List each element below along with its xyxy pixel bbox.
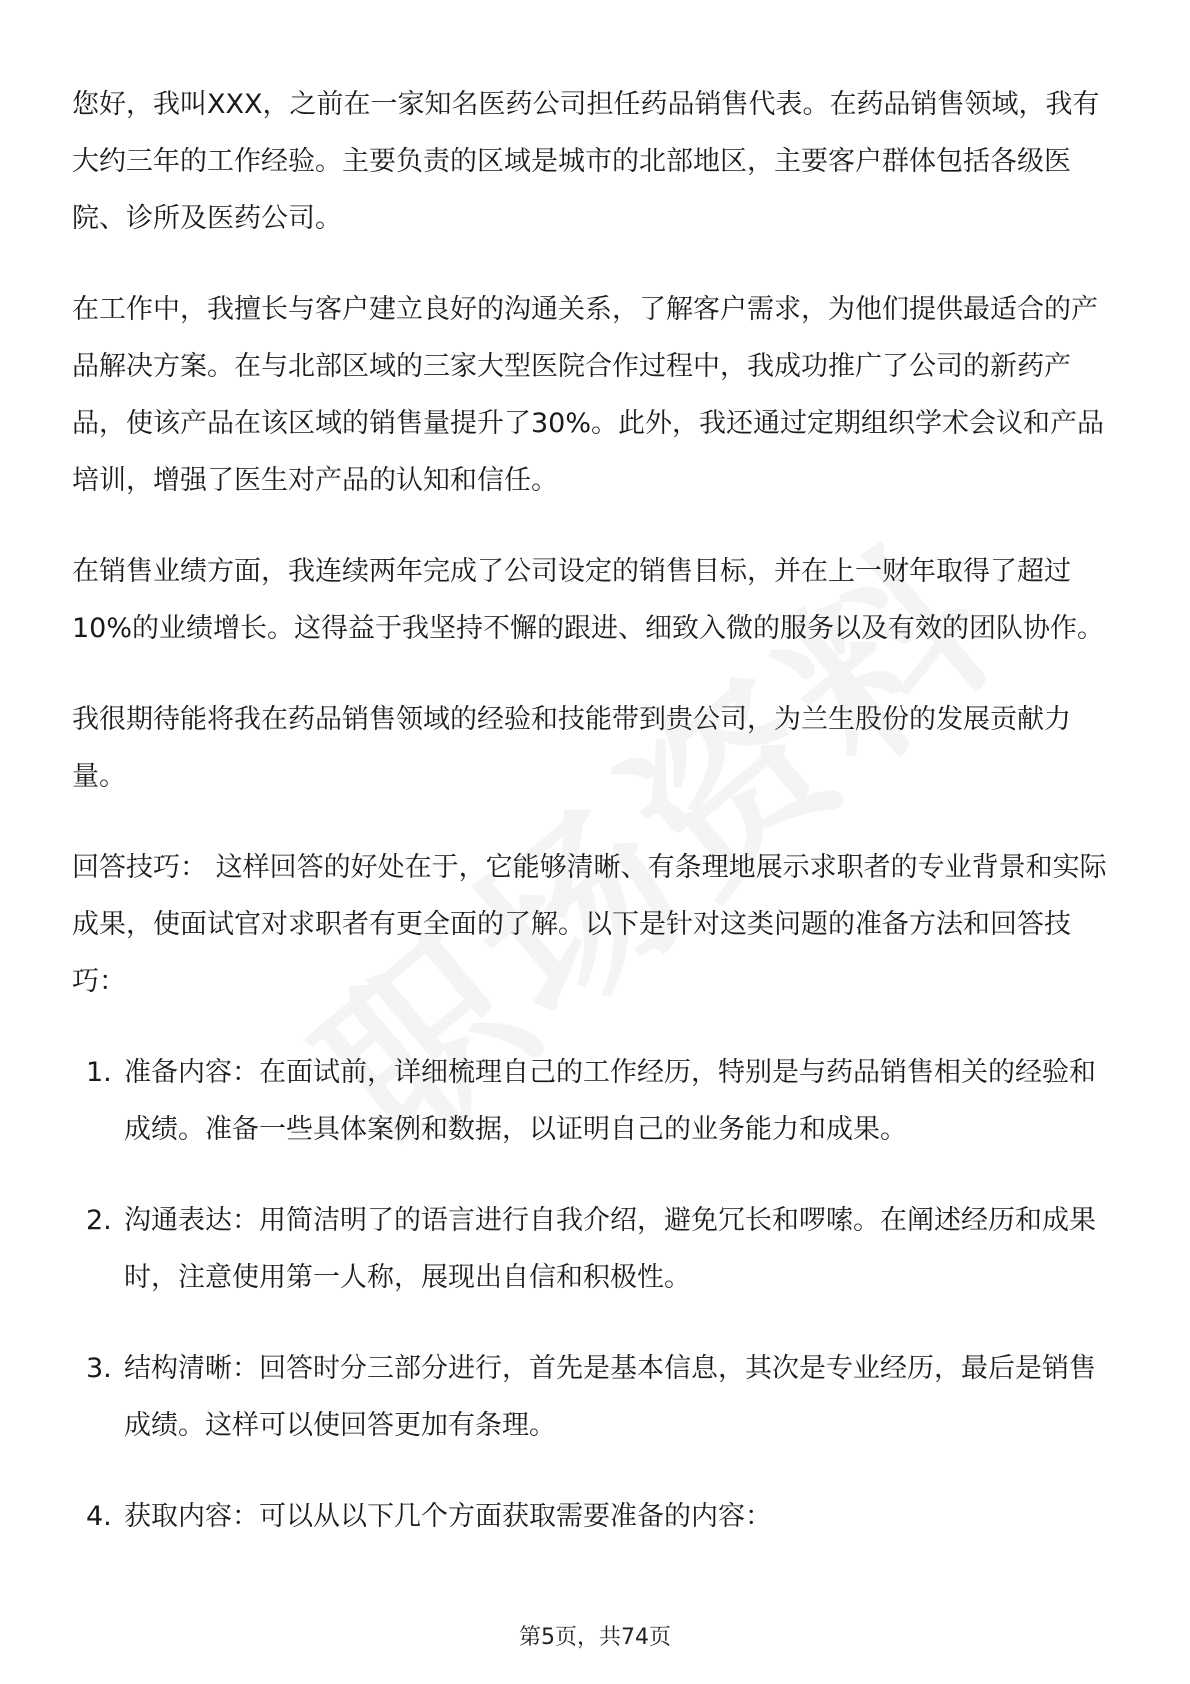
list-number: 4. (86, 1501, 112, 1532)
list-number: 1. (86, 1057, 112, 1088)
list-number: 3. (86, 1353, 112, 1384)
list-text: 获取内容：可以从以下几个方面获取需要准备的内容： (124, 1501, 772, 1532)
document-body (72, 76, 1122, 1579)
list-item (72, 1488, 1122, 1545)
paragraph-tips: 回答技巧： 这样回答的好处在于，它能够清晰、有条理地展示求职者的专业背景和实际成果，使面试官对求职者有更全面的了解。以下是针对这类问题的准备方法和回答技巧： (72, 852, 1107, 997)
paragraph-closing: 我很期待能将我在药品销售领域的经验和技能带到贵公司，为兰生股份的发展贡献力量。 (72, 704, 1071, 792)
list-text: 沟通表达：用简洁明了的语言进行自我介绍，避免冗长和啰嗦。在阐述经历和成果时，注意使用第一人称，展现出自信和积极性。 (124, 1205, 1096, 1293)
paragraph-performance: 在销售业绩方面，我连续两年完成了公司设定的销售目标，并在上一财年取得了超过10%的业绩增长。这得益于我坚持不懈的跟进、细致入微的服务以及有效的团队协作。 (72, 556, 1105, 644)
list-number: 2. (86, 1205, 112, 1236)
page-footer: 第5页，共74页 (519, 1625, 671, 1650)
list-text: 准备内容：在面试前，详细梳理自己的工作经历，特别是与药品销售相关的经验和成绩。准备一些具体案例和数据，以证明自己的业务能力和成果。 (124, 1057, 1096, 1145)
paragraph-work: 在工作中，我擅长与客户建立良好的沟通关系，了解客户需求，为他们提供最适合的产品解决方案。在与北部区域的三家大型医院合作过程中，我成功推广了公司的新药产品，使该产品在该区域的销售量提升了30%。此外，我还通过定期组织学术会议和产品培训，增强了医生对产品的认知和信任。 (72, 294, 1105, 496)
paragraph-intro: 您好，我叫XXX，之前在一家知名医药公司担任药品销售代表。在药品销售领域，我有大约三年的工作经验。主要负责的区域是城市的北部地区，主要客户群体包括各级医院、诊所及医药公司。 (72, 89, 1100, 234)
list-item (72, 1192, 1122, 1306)
list-item (72, 1340, 1122, 1454)
list-text: 结构清晰：回答时分三部分进行，首先是基本信息，其次是专业经历，最后是销售成绩。这样可以使回答更加有条理。 (124, 1353, 1096, 1441)
list-item (72, 1044, 1122, 1158)
tips-list (72, 1044, 1122, 1545)
